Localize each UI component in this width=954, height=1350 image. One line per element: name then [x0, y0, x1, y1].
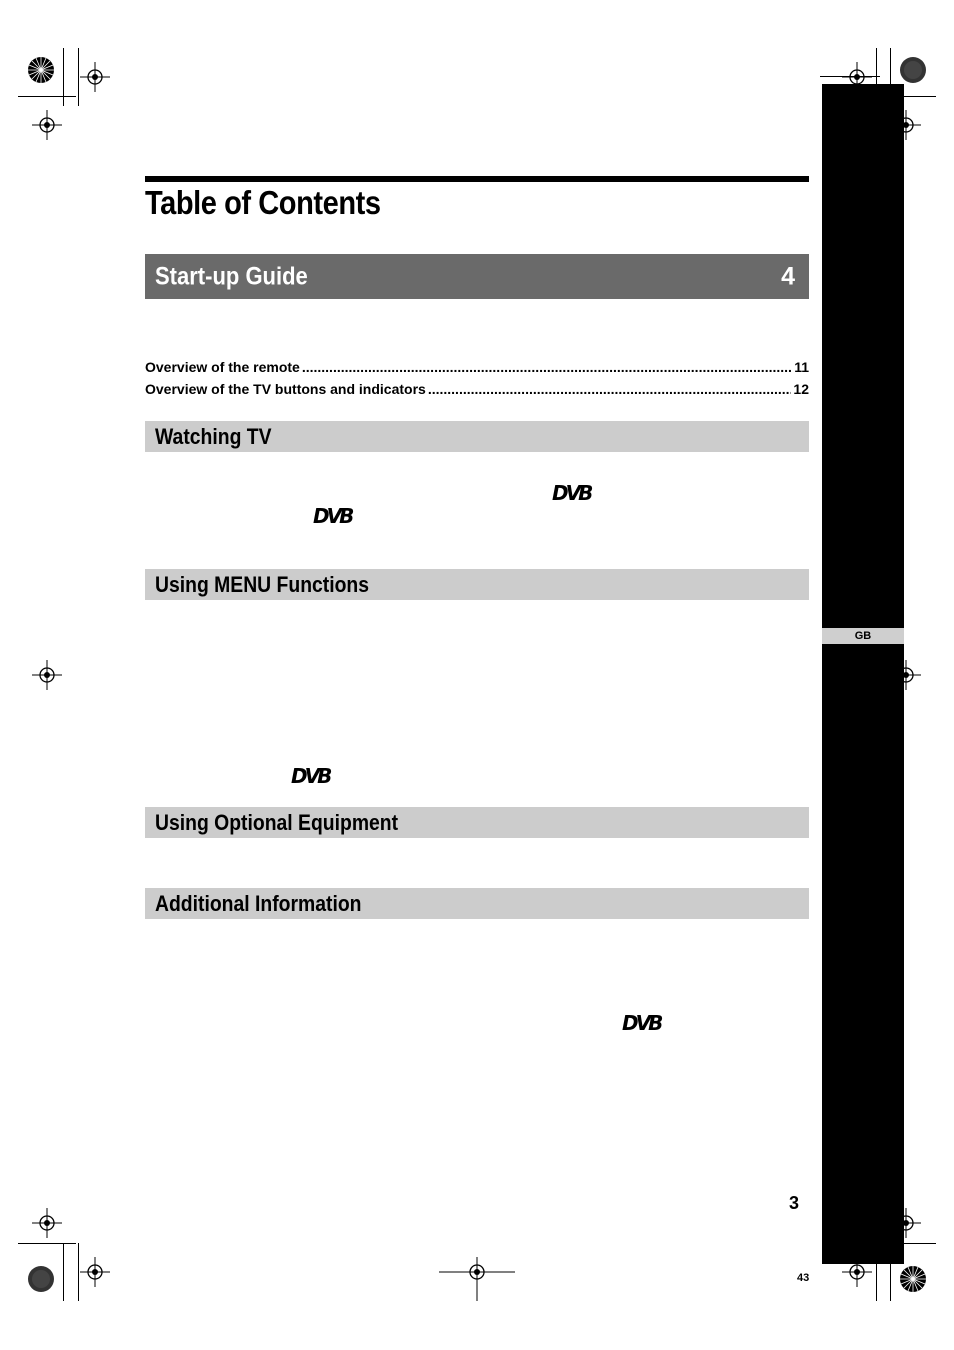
- language-tab: GB: [822, 628, 904, 644]
- crop-mark: [876, 48, 877, 106]
- toc-entry[interactable]: [145, 381, 809, 399]
- section-using-menu-functions[interactable]: [145, 569, 809, 600]
- toc-leader-dots: [428, 381, 792, 397]
- section-page-number: 4: [781, 262, 795, 290]
- crop-mark: [878, 96, 936, 97]
- crop-mark: [63, 1243, 64, 1301]
- starburst-mark-icon: [27, 56, 55, 84]
- registration-target-icon: [842, 62, 872, 92]
- starburst-mark-icon: [899, 1265, 927, 1293]
- registration-target-icon: [80, 62, 110, 92]
- crop-mark: [890, 1243, 891, 1301]
- page-number: 3: [789, 1193, 800, 1213]
- section-label: Additional Information: [155, 890, 362, 916]
- toc-entry-text: Overview of the remote: [145, 359, 300, 375]
- dvb-logo: DVB: [622, 1011, 661, 1035]
- registration-target-icon: [891, 660, 921, 690]
- registration-target-icon: [891, 1208, 921, 1238]
- crop-mark: [18, 1243, 76, 1244]
- toc-entry-text: Overview of the TV buttons and indicators: [145, 381, 426, 397]
- registration-target-icon: [80, 1257, 110, 1287]
- registration-target-icon: [891, 110, 921, 140]
- section-startup-guide[interactable]: [145, 254, 809, 299]
- page-title: Table of Contents: [145, 184, 381, 221]
- section-additional-information[interactable]: [145, 888, 809, 919]
- section-label: Using Optional Equipment: [155, 809, 399, 835]
- crop-mark: [63, 48, 64, 106]
- section-label: Start-up Guide: [155, 262, 308, 290]
- toc-entry-page: 11: [794, 359, 809, 375]
- crop-mark: [876, 1243, 877, 1301]
- crop-mark: [878, 1243, 936, 1244]
- section-using-optional-equipment[interactable]: [145, 807, 809, 838]
- crop-mark: [18, 96, 76, 97]
- registration-target-icon: [32, 110, 62, 140]
- title-rule: [145, 176, 809, 182]
- toc-leader-dots: [302, 359, 792, 375]
- registration-target-icon: [439, 1257, 515, 1301]
- starburst-mark-icon: [27, 1265, 55, 1293]
- dvb-logo: DVB: [291, 764, 330, 788]
- registration-target-icon: [32, 1208, 62, 1238]
- section-label: Watching TV: [155, 423, 272, 449]
- crop-mark: [78, 48, 79, 106]
- starburst-mark-icon: [899, 56, 927, 84]
- toc-entry[interactable]: [145, 359, 809, 377]
- crop-mark: [78, 1243, 79, 1301]
- crop-mark: [890, 48, 891, 106]
- dvb-logo: DVB: [313, 504, 352, 528]
- section-label: Using MENU Functions: [155, 571, 370, 597]
- toc-entry-page: 12: [793, 381, 809, 397]
- dvb-logo: DVB: [552, 481, 591, 505]
- print-page-number: 43: [797, 1272, 810, 1284]
- section-watching-tv[interactable]: [145, 421, 809, 452]
- registration-target-icon: [32, 660, 62, 690]
- registration-target-icon: [842, 1257, 872, 1287]
